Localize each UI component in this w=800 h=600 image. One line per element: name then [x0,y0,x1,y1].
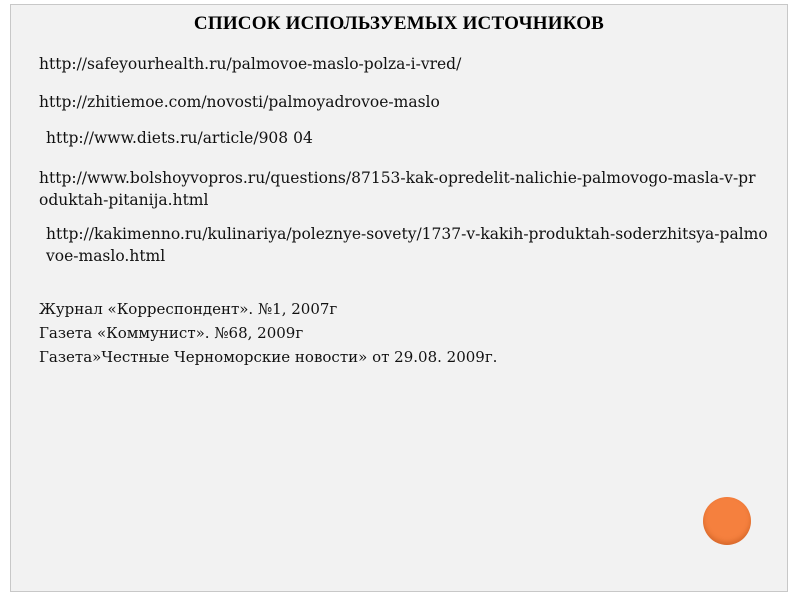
source-link-1[interactable]: http://safeyourhealth.ru/palmovoe-maslo-polza-i-vred/ [39,55,462,73]
reference-item: Газета»Честные Черноморские новости» от 29.08. 2009г. [39,348,498,366]
source-link-3[interactable]: http://www.diets.ru/article/908 04 [46,129,313,147]
orange-circle-decoration [703,497,751,545]
print-references [39,297,497,369]
source-link-4[interactable]: http://www.bolshoyvopros.ru/questions/87153-kak-opredelit-nalichie-palmovogo-masla-v-produktah-pitanija.html [39,169,756,209]
slide [10,4,788,592]
source-link-5[interactable]: http://kakimenno.ru/kulinariya/poleznye-sovety/1737-v-kakih-produktah-soderzhitsya-palmovoe-maslo.html [46,225,768,265]
source-link-2[interactable]: http://zhitiemoe.com/novosti/palmoyadrovoe-maslo [39,93,440,111]
reference-item: Газета «Коммунист». №68, 2009г [39,324,304,342]
reference-item: Журнал «Корреспондент». №1, 2007г [39,300,338,318]
page-title: СПИСОК ИСПОЛЬЗУЕМЫХ ИСТОЧНИКОВ [193,13,605,34]
